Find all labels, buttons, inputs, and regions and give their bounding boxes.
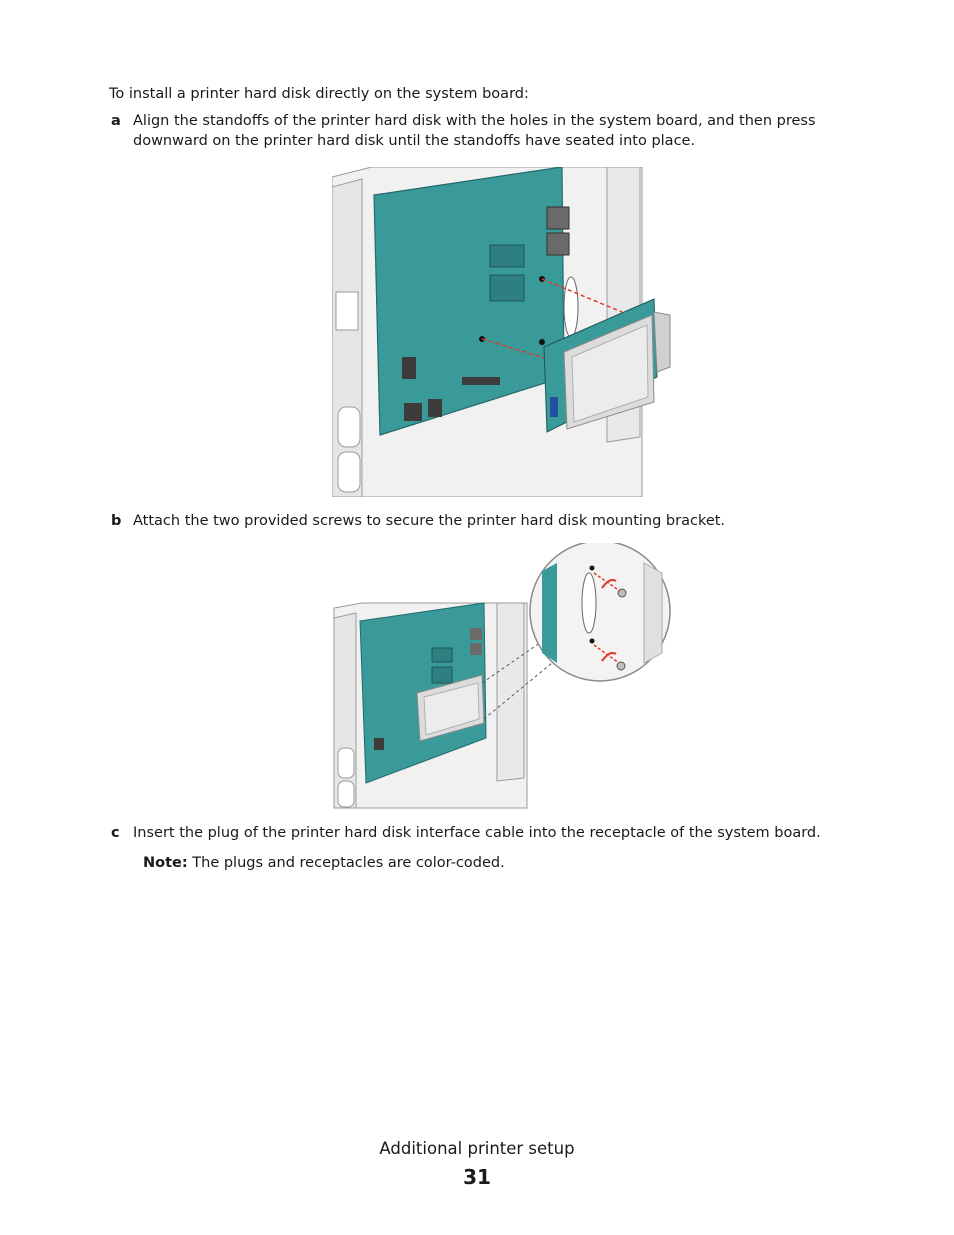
step-c-letter: c bbox=[111, 825, 120, 841]
illustration-install-hard-disk bbox=[332, 167, 674, 497]
page-number: 31 bbox=[463, 1165, 491, 1189]
note-label: Note: bbox=[143, 855, 188, 871]
note bbox=[143, 853, 863, 873]
step-c-text: Insert the plug of the printer hard disk interface cable into the receptacle of the system board. bbox=[133, 825, 821, 841]
step-b-text: Attach the two provided screws to secure the printer hard disk mounting bracket. bbox=[133, 513, 726, 529]
step-a-letter: a bbox=[111, 113, 121, 129]
note-text: The plugs and receptacles are color-coded. bbox=[187, 855, 505, 871]
step-b-letter: b bbox=[111, 513, 122, 529]
intro-text: To install a printer hard disk directly on the system board: bbox=[109, 86, 529, 102]
step-a-text: Align the standoffs of the printer hard disk with the holes in the system board, and then press downward on the printer hard disk until the standoffs have seated into place. bbox=[133, 113, 816, 149]
illustration-attach-screws bbox=[332, 543, 674, 811]
footer-section-title: Additional printer setup bbox=[379, 1139, 575, 1158]
